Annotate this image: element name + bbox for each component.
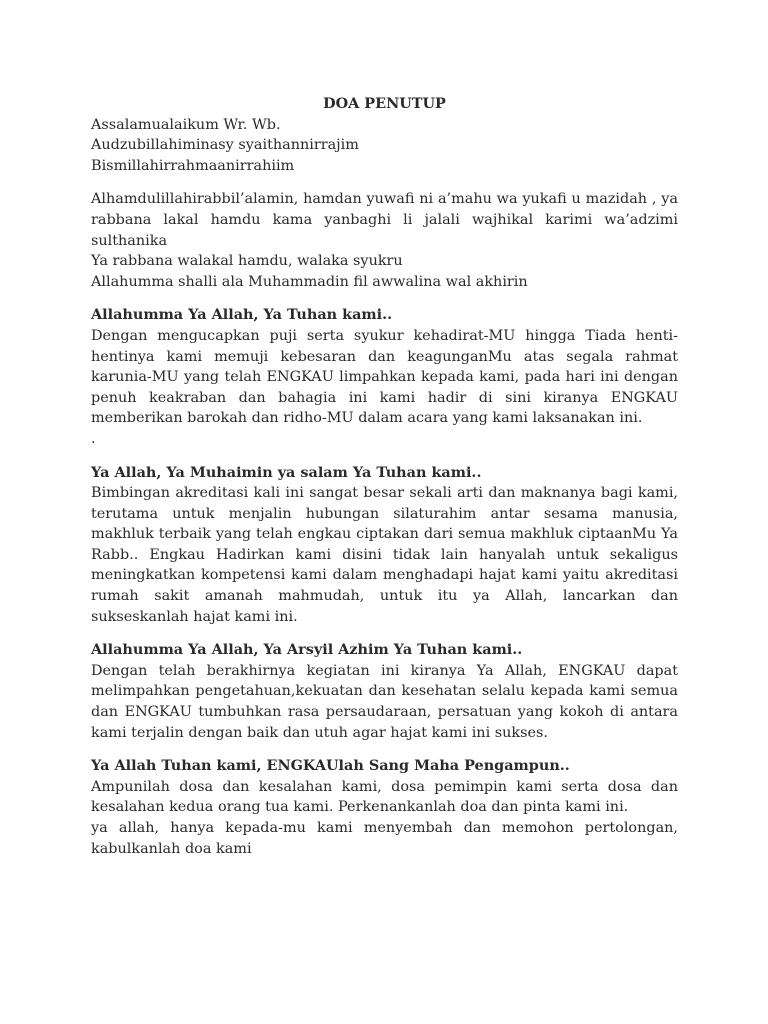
opening-line: Bismillahirrahmaanirrahiim	[91, 157, 295, 174]
section-heading: Ya Allah Tuhan kami, ENGKAUlah Sang Maha Pengampun..	[91, 757, 570, 775]
opening-line: Audzubillahiminasy syaithannirrajim	[91, 137, 359, 154]
section-body: ya allah, hanya kepada-mu kami menyembah dan memohon pertolongan, kabulkanlah doa kami	[91, 820, 678, 857]
document-page	[91, 94, 678, 859]
praise-line: Allahumma shalli ala Muhammadin fil awwalina wal akhirin	[91, 273, 528, 290]
section-body: Bimbingan akreditasi kali ini sangat besar sekali arti dan maknanya bagi kami, terutama untuk menjalin hubungan silaturahim antar sesama manusia, makhluk terbaik yang telah engkau ciptakan dari semua makhluk ciptaanMu Ya Rabb.. Engkau Hadirkan kami disini tidak lain hanyalah untuk sekaligus meningkatkan kompetensi kami dalam menghadapi hajat kami yaitu akreditasi rumah sakit amanah mahmudah, untuk itu ya Allah, lancarkan dan sukseskanlah hajat kami ini.	[91, 485, 678, 625]
section-heading: Allahumma Ya Allah, Ya Arsyil Azhim Ya Tuhan kami..	[91, 641, 523, 659]
section-body: Dengan mengucapkan puji serta syukur kehadirat-MU hingga Tiada henti-hentinya kami memuji kebesaran dan keagunganMu atas segala rahmat karunia-MU yang telah ENGKAU limpahkan kepada kami, pada hari ini dengan penuh keakraban dan bahagia ini kami hadir di sini kiranya ENGKAU memberikan barokah dan ridho-MU dalam acara yang kami laksanakan ini.	[91, 327, 678, 427]
section-body: Dengan telah berakhirnya kegiatan ini kiranya Ya Allah, ENGKAU dapat melimpahkan pengetahuan,kekuatan dan kesehatan selalu kepada kami semua dan ENGKAU tumbuhkan rasa persaudaraan, persatuan yang kokoh di antara kami terjalin dengan baik dan utuh agar hajat kami ini sukses.	[91, 662, 678, 741]
section-trailing: .	[91, 430, 96, 447]
praise-line: Ya rabbana walakal hamdu, walaka syukru	[91, 253, 403, 270]
page-title: DOA PENUTUP	[323, 95, 446, 112]
opening-line: Assalamualaikum Wr. Wb.	[91, 116, 281, 133]
praise-paragraph: Alhamdulillahirabbil’alamin, hamdan yuwafi ni a’mahu wa yukafi u mazidah , ya rabbana lakal hamdu kama yanbaghi li jalali wajhikal karimi wa’adzimi sulthanika	[91, 191, 678, 249]
section-heading: Ya Allah, Ya Muhaimin ya salam Ya Tuhan kami..	[91, 463, 482, 481]
section-body: Ampunilah dosa dan kesalahan kami, dosa pemimpin kami serta dosa dan kesalahan kedua orang tua kami. Perkenankanlah doa dan pinta kami ini.	[91, 778, 678, 816]
section-heading: Allahumma Ya Allah, Ya Tuhan kami..	[91, 306, 393, 324]
